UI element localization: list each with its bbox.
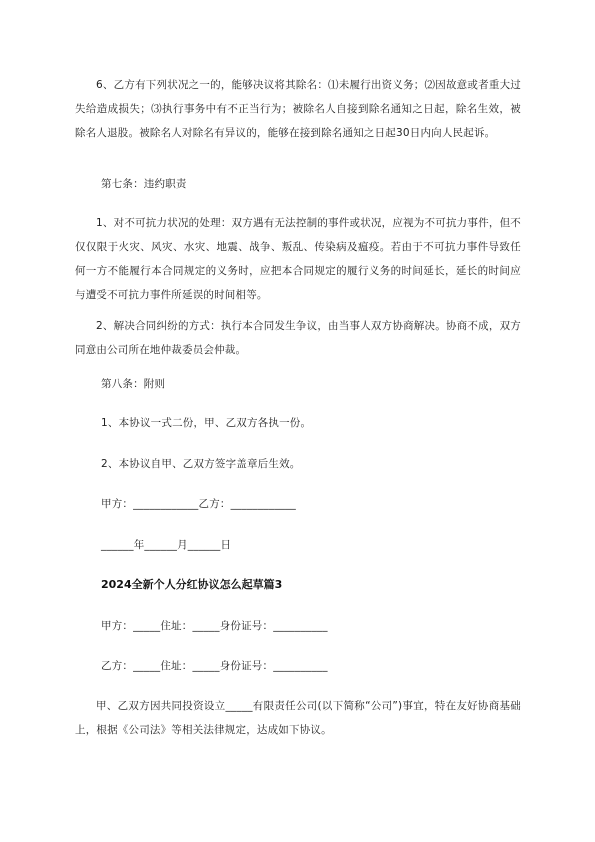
party-b-info-line: 乙方：_____住址：_____身份证号：__________	[101, 660, 328, 672]
dispute-resolution-paragraph: 2、解决合同纠纷的方式：执行本合同发生争议，由当事人双方协商解决。协商不成，双方同意由公司所在地仲裁委员会仲裁。	[75, 320, 521, 356]
intro-paragraph: 甲、乙双方因共同投资设立_____有限责任公司(以下简称“公司”)事宜，特在友好协商基础上，根据《公司法》等相关法律规定，达成如下协议。	[75, 700, 521, 736]
force-majeure-paragraph: 1、对不可抗力状况的处理：双方遇有无法控制的事件或状况，应视为不可抗力事件，但不仅仅限于火灾、风灾、水灾、地震、战争、叛乱、传染病及瘟疫。若由于不可抗力事件导致任何一方不能履行本合同规定的义务时，应把本合同规定的履行义务的时间延长，延长的时间应与遭受不可抗力事件所延误的时间相等。	[75, 217, 521, 301]
clause-6-removal-paragraph: 6、乙方有下列状况之一的，能够决议将其除名：⑴未履行出资义务；⑵因故意或者重大过失给造成损失；⑶执行事务中有不正当行为；被除名人自接到除名通知之日起，除名生效，被除名人退股。被除名人对除名有异议的，能够在接到除名通知之日起30日内向人民起诉。	[75, 79, 521, 139]
section-heading: 2024全新个人分红协议怎么起草篇3	[101, 578, 283, 591]
party-a-info-line: 甲方：_____住址：_____身份证号：__________	[101, 620, 328, 632]
article-7-title: 第七条：违约职责	[101, 178, 187, 190]
effective-clause: 2、本协议自甲、乙双方签字盖章后生效。	[101, 458, 301, 470]
article-8-title: 第八条：附则	[101, 378, 166, 390]
signature-line: 甲方：____________乙方：____________	[101, 498, 296, 510]
copies-clause: 1、本协议一式二份，甲、乙双方各执一份。	[101, 417, 312, 429]
date-line: ______年______月______日	[101, 539, 232, 551]
